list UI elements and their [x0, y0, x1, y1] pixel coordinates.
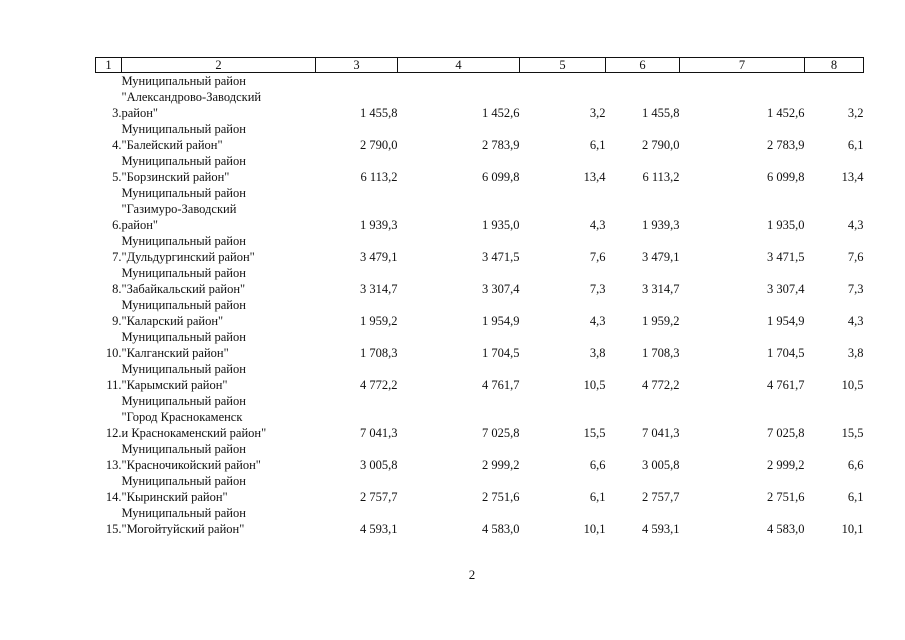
- table-row: [96, 265, 864, 297]
- district-name: [122, 329, 316, 361]
- value-col-7: 6 099,8: [767, 170, 805, 184]
- value-col-6: 2 757,7: [642, 490, 680, 504]
- value-col-5: 10,5: [583, 378, 606, 392]
- row-number: 10.: [105, 346, 122, 360]
- value-col-8: 10,5: [841, 378, 864, 392]
- value-col-8: 15,5: [841, 426, 864, 440]
- value-col-3: 3 314,7: [360, 282, 398, 296]
- value-col-3: 1 939,3: [360, 218, 398, 232]
- district-name-line: "Забайкальский район": [121, 282, 246, 296]
- row-number: 5.: [112, 170, 122, 184]
- district-name: [122, 121, 316, 153]
- value-col-4: 2 783,9: [482, 138, 520, 152]
- value-col-6: 6 113,2: [642, 170, 680, 184]
- value-col-5: 7,3: [589, 282, 606, 296]
- value-col-6: 4 772,2: [642, 378, 680, 392]
- district-name-line: район": [121, 106, 159, 120]
- table-row: [96, 441, 864, 473]
- column-header-5: 5: [520, 58, 606, 73]
- district-name-line: "Каларский район": [121, 314, 224, 328]
- district-name: [122, 265, 316, 297]
- district-name: [122, 361, 316, 393]
- value-col-7: 1 452,6: [767, 106, 805, 120]
- district-name: [122, 73, 316, 122]
- column-header-6: 6: [606, 58, 680, 73]
- district-name-line: Муниципальный район: [121, 234, 246, 248]
- value-col-6: 7 041,3: [642, 426, 680, 440]
- value-col-8: 7,6: [847, 250, 864, 264]
- value-col-8: 4,3: [847, 314, 864, 328]
- district-name-line: Муниципальный район: [121, 330, 246, 344]
- district-name-line: "Могойтуйский район": [121, 522, 245, 536]
- value-col-8: 6,1: [847, 138, 864, 152]
- value-col-6: 3 005,8: [642, 458, 680, 472]
- district-name-line: и Краснокаменский район": [121, 426, 267, 440]
- value-col-7: 7 025,8: [767, 426, 805, 440]
- district-name-line: Муниципальный район: [121, 74, 246, 88]
- value-col-6: 3 314,7: [642, 282, 680, 296]
- value-col-6: 1 939,3: [642, 218, 680, 232]
- district-name: [122, 393, 316, 441]
- district-name-line: Муниципальный район: [121, 186, 246, 200]
- district-name-line: Муниципальный район: [121, 442, 246, 456]
- value-col-8: 10,1: [841, 522, 864, 536]
- value-col-5: 15,5: [583, 426, 606, 440]
- value-col-6: 3 479,1: [642, 250, 680, 264]
- table-row: [96, 297, 864, 329]
- value-col-7: 3 471,5: [767, 250, 805, 264]
- value-col-8: 6,6: [847, 458, 864, 472]
- value-col-5: 13,4: [583, 170, 606, 184]
- value-col-3: 1 455,8: [360, 106, 398, 120]
- row-number: 14.: [105, 490, 122, 504]
- value-col-7: 1 704,5: [767, 346, 805, 360]
- district-name: [122, 297, 316, 329]
- row-number: 8.: [112, 282, 122, 296]
- district-name: [122, 473, 316, 505]
- district-name-line: Муниципальный район: [121, 506, 246, 520]
- page-number: 2: [468, 567, 476, 582]
- district-name-line: район": [121, 218, 159, 232]
- value-col-5: 6,1: [589, 490, 606, 504]
- district-name-line: Муниципальный район: [121, 474, 246, 488]
- column-header-7: 7: [680, 58, 805, 73]
- value-col-6: 1 455,8: [642, 106, 680, 120]
- column-number-header-row: [96, 58, 864, 73]
- district-name-line: "Дульдургинский район": [121, 250, 255, 264]
- table-body: [96, 73, 864, 538]
- column-header-1: 1: [96, 58, 122, 73]
- district-name: [122, 233, 316, 265]
- district-name-line: Муниципальный район: [121, 154, 246, 168]
- table-row: [96, 361, 864, 393]
- column-header-8: 8: [805, 58, 864, 73]
- value-col-4: 7 025,8: [482, 426, 520, 440]
- value-col-3: 1 708,3: [360, 346, 398, 360]
- district-name-line: Муниципальный район: [121, 298, 246, 312]
- value-col-6: 2 790,0: [642, 138, 680, 152]
- value-col-5: 6,1: [589, 138, 606, 152]
- value-col-8: 6,1: [847, 490, 864, 504]
- value-col-4: 3 471,5: [482, 250, 520, 264]
- district-name-line: "Кыринский район": [121, 490, 228, 504]
- district-name-line: Муниципальный район: [121, 394, 246, 408]
- value-col-3: 1 959,2: [360, 314, 398, 328]
- district-name-line: Муниципальный район: [121, 266, 246, 280]
- value-col-3: 2 757,7: [360, 490, 398, 504]
- district-name: [122, 153, 316, 185]
- value-col-4: 3 307,4: [482, 282, 520, 296]
- value-col-4: 2 999,2: [482, 458, 520, 472]
- value-col-8: 3,2: [847, 106, 864, 120]
- table-row: [96, 393, 864, 441]
- district-name-line: Муниципальный район: [121, 362, 246, 376]
- value-col-8: 4,3: [847, 218, 864, 232]
- value-col-4: 1 935,0: [482, 218, 520, 232]
- column-header-2: 2: [122, 58, 316, 73]
- district-name: [122, 441, 316, 473]
- value-col-6: 1 708,3: [642, 346, 680, 360]
- value-col-7: 4 583,0: [767, 522, 805, 536]
- district-name-line: "Борзинский район": [121, 170, 230, 184]
- table-row: [96, 73, 864, 122]
- district-name-line: "Город Краснокаменск: [121, 410, 243, 424]
- table-row: [96, 329, 864, 361]
- value-col-3: 4 593,1: [360, 522, 398, 536]
- value-col-5: 4,3: [589, 314, 606, 328]
- district-name-line: "Калганский район": [121, 346, 229, 360]
- value-col-7: 1 935,0: [767, 218, 805, 232]
- value-col-8: 7,3: [847, 282, 864, 296]
- district-name-line: "Газимуро-Заводский: [121, 202, 237, 216]
- value-col-8: 3,8: [847, 346, 864, 360]
- value-col-4: 2 751,6: [482, 490, 520, 504]
- table-row: [96, 505, 864, 537]
- value-col-3: 3 479,1: [360, 250, 398, 264]
- district-name: [122, 185, 316, 233]
- row-number: 11.: [106, 378, 122, 392]
- value-col-7: 2 751,6: [767, 490, 805, 504]
- value-col-3: 4 772,2: [360, 378, 398, 392]
- table-row: [96, 473, 864, 505]
- value-col-5: 4,3: [589, 218, 606, 232]
- value-col-7: 4 761,7: [767, 378, 805, 392]
- table-row: [96, 153, 864, 185]
- value-col-7: 1 954,9: [767, 314, 805, 328]
- value-col-6: 1 959,2: [642, 314, 680, 328]
- row-number: 12.: [105, 426, 122, 440]
- value-col-5: 6,6: [589, 458, 606, 472]
- district-name-line: "Александрово-Заводский: [121, 90, 262, 104]
- row-number: 4.: [112, 138, 122, 152]
- value-col-5: 10,1: [583, 522, 606, 536]
- value-col-4: 4 583,0: [482, 522, 520, 536]
- district-name-line: "Балейский район": [121, 138, 223, 152]
- value-col-4: 6 099,8: [482, 170, 520, 184]
- value-col-7: 2 783,9: [767, 138, 805, 152]
- table-row: [96, 185, 864, 233]
- row-number: 13.: [105, 458, 122, 472]
- row-number: 7.: [112, 250, 122, 264]
- row-number: 9.: [112, 314, 122, 328]
- value-col-3: 2 790,0: [360, 138, 398, 152]
- value-col-3: 7 041,3: [360, 426, 398, 440]
- row-number: 3.: [112, 106, 122, 120]
- value-col-4: 1 954,9: [482, 314, 520, 328]
- table-row: [96, 233, 864, 265]
- district-name-line: "Карымский район": [121, 378, 228, 392]
- column-header-3: 3: [316, 58, 398, 73]
- table-row: [96, 121, 864, 153]
- value-col-5: 3,8: [589, 346, 606, 360]
- value-col-4: 1 704,5: [482, 346, 520, 360]
- value-col-4: 1 452,6: [482, 106, 520, 120]
- column-header-4: 4: [398, 58, 520, 73]
- district-name: [122, 505, 316, 537]
- value-col-7: 2 999,2: [767, 458, 805, 472]
- value-col-3: 3 005,8: [360, 458, 398, 472]
- value-col-8: 13,4: [841, 170, 864, 184]
- value-col-4: 4 761,7: [482, 378, 520, 392]
- row-number: 15.: [105, 522, 122, 536]
- budget-table: [95, 57, 864, 537]
- value-col-7: 3 307,4: [767, 282, 805, 296]
- value-col-6: 4 593,1: [642, 522, 680, 536]
- row-number: 6.: [112, 218, 122, 232]
- district-name-line: "Красночикойский район": [121, 458, 261, 472]
- value-col-3: 6 113,2: [360, 170, 398, 184]
- value-col-5: 7,6: [589, 250, 606, 264]
- district-name-line: Муниципальный район: [121, 122, 246, 136]
- value-col-5: 3,2: [589, 106, 606, 120]
